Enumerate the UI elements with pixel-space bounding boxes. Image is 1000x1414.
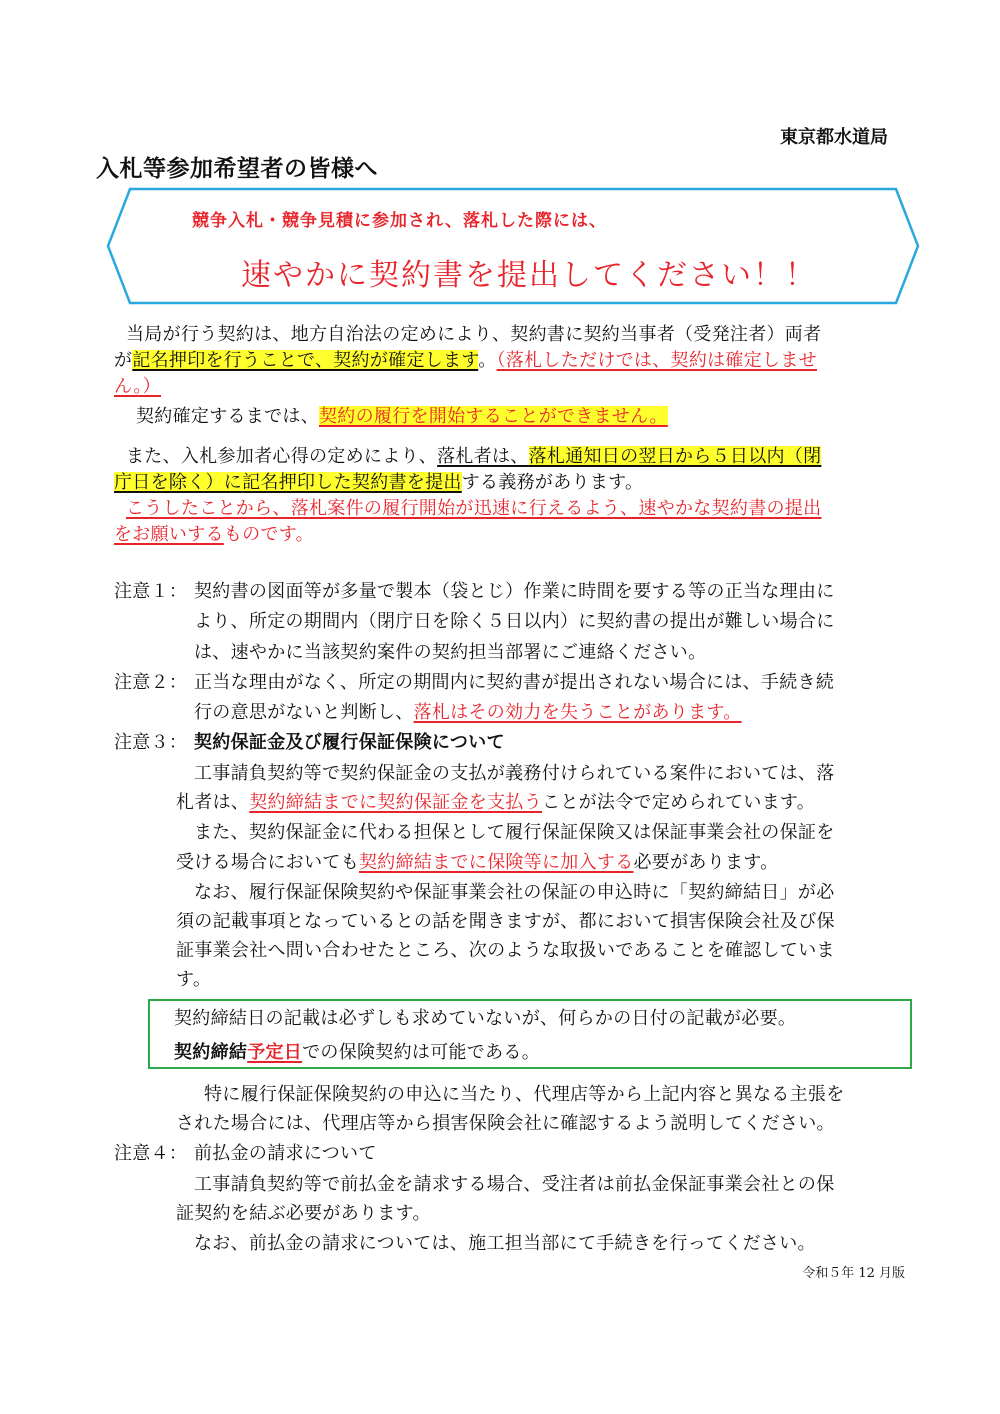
note2-line1: 正当な理由がなく、所定の期間内に契約書が提出されない場合には、手続き続 (194, 672, 835, 693)
note3-p3-line3: 証事業会社へ問い合わせたところ、次のような取扱いであることを確認していま (176, 940, 835, 961)
note3-p3-line1: なお、履行保証保険契約や保証事業会社の保証の申込時に「契約締結日」が必 (194, 882, 835, 903)
note4-p2-line1: なお、前払金の請求については、施工担当部にて手続きを行ってください。 (194, 1233, 816, 1254)
banner-subtitle: 競争入札・競争見積に参加され、落札した際には、 (192, 211, 608, 231)
note1-line3: は、速やかに当該契約案件の契約担当部署にご連絡ください。 (194, 642, 707, 663)
para1-line3: ん。） (114, 376, 161, 397)
version-label: 令和５年 12 月版 (802, 1266, 905, 1281)
note1-line1: 契約書の図面等が多量で製本（袋とじ）作業に時間を要する等の正当な理由に (194, 581, 835, 602)
note4-heading: 前払金の請求について (194, 1143, 377, 1164)
note4-p1-line1: 工事請負契約等で前払金を請求する場合、受注者は前払金保証事業会社との保 (194, 1174, 835, 1195)
highlight-signature-confirms-contract: 記名押印を行うことで、契約が確定します (132, 350, 479, 371)
para1-line2: が記名押印を行うことで、契約が確定します。（落札しただけでは、契約は確定しませ (114, 350, 817, 371)
para2-line4: をお願いするものです。 (114, 524, 314, 545)
para2-line1: また、入札参加者心得の定めにより、落札者は、落札通知日の翌日から５日以内（閉 (126, 446, 822, 467)
banner-headline: 速やかに契約書を提出してください！！ (241, 258, 817, 293)
note3-p3-line4: す。 (176, 969, 212, 990)
note3-p1-line2: 札者は、契約締結までに契約保証金を支払うことが法令で定められています。 (176, 792, 816, 813)
para1-line4: 契約確定するまでは、契約の履行を開始することができません。 (136, 406, 668, 427)
note3-p3-line2: 須の記載事項となっているとの話を聞きますが、都において損害保険会社及び保 (176, 911, 835, 932)
note3-p2-line1: また、契約保証金に代わる担保として履行保証保険又は保証事業会社の保証を (194, 822, 835, 843)
note3-p1-line1: 工事請負契約等で契約保証金の支払が義務付けられている案件においては、落 (194, 763, 835, 784)
note4-p1-line2: 証契約を結ぶ必要があります。 (176, 1203, 431, 1224)
organization-name: 東京都水道局 (780, 127, 888, 148)
note2-label: 注意２： (114, 672, 188, 693)
note3-p4-line1: 特に履行保証保険契約の申込に当たり、代理店等から上記内容と異なる主張を (204, 1084, 845, 1105)
note3-p2-line2: 受ける場合においても契約締結までに保険等に加入する必要があります。 (176, 852, 779, 873)
page-title: 入札等参加希望者の皆様へ (96, 156, 378, 182)
note3-label: 注意３： (114, 732, 188, 753)
note-not-confirmed: （落札しただけでは、契約は確定しませ (496, 350, 817, 371)
note1-line2: より、所定の期間内（閉庁日を除く５日以内）に契約書の提出が難しい場合に (194, 611, 835, 632)
note3-heading: 契約保証金及び履行保証保険について (194, 732, 505, 753)
para2-line3: こうしたことから、落札案件の履行開始が迅速に行えるよう、速やかな契約書の提出 (126, 498, 822, 519)
note-bid-invalid: 落札はその効力を失うことがあります。 (413, 702, 742, 723)
para1-line1: 当局が行う契約は、地方自治法の定めにより、契約書に契約当事者（受発注者）両者 (126, 324, 822, 345)
box-line1: 契約締結日の記載は必ずしも求めていないが、何らかの日付の記載が必要。 (174, 1008, 797, 1029)
highlight-cannot-start: 契約の履行を開始することができません。 (319, 406, 668, 427)
highlight-submit-contract: 記名押印した契約書を提出 (242, 472, 462, 493)
box-line2: 契約締結予定日での保険契約は可能である。 (174, 1042, 541, 1063)
para2-line2: 庁日を除く）に記名押印した契約書を提出する義務があります。 (114, 472, 644, 493)
note3-p4-line2: された場合には、代理店等から損害保険会社に確認するよう説明してください。 (176, 1113, 835, 1134)
highlight-deadline: 落札通知日の翌日から５日以内（閉 (528, 446, 822, 467)
note1-label: 注意１： (114, 581, 188, 602)
note2-line2: 行の意思がないと判断し、落札はその効力を失うことがあります。 (194, 702, 742, 723)
note4-label: 注意４： (114, 1143, 188, 1164)
